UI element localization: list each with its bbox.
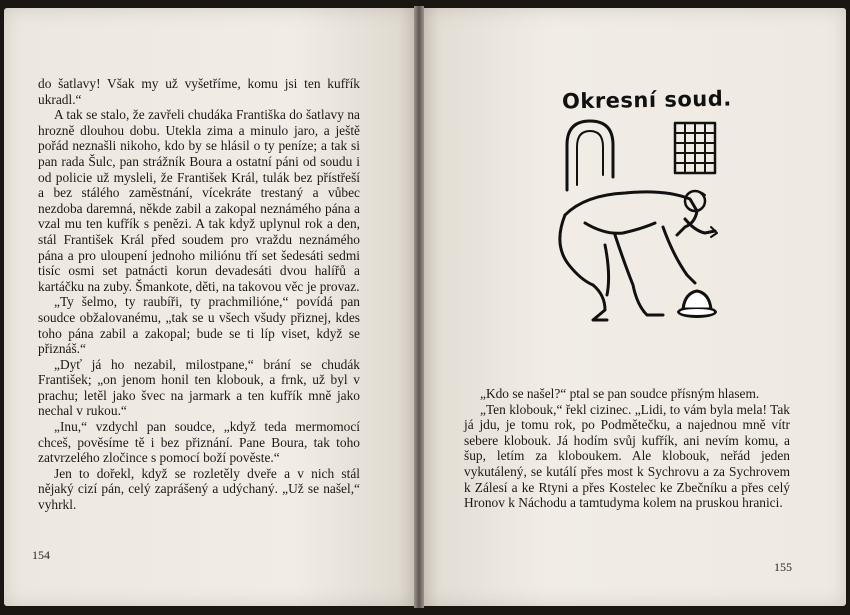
left-paragraph-4: „Dyť já ho nezabil, milostpane,“ brání se chudák František; „on jenom honil ten klobouk, a frnk, už byl v prachu; letěl jako švec na jarmark a ten kufřík mně jako nechal v rukou.“ (38, 356, 360, 419)
court-illustration (545, 115, 725, 330)
right-page-text (464, 386, 790, 511)
left-page-number: 154 (32, 548, 50, 562)
right-paragraph-2: „Ten klobouk,“ řekl cizinec. „Lidi, to vám byla mela! Tak já jdu, je tomu rok, po Podmětečku, a najednou mně vítr sebere klobouk. Já hodím svůj kufřík, ani nevím komu, a šup, letím za kloboukem. Ale klobouk, neřád jeden vykutálený, se kutálí přes most k Sychrovu a za Sychrovem k Zálesí a ke Rtyni a přes Kostelec ke Zbečníku a přes celý Hronov k Náchodu a tamtudyma kolem na pruskou hranici. (464, 401, 790, 511)
right-paragraph-1: „Kdo se našel?“ ptal se pan soudce přísným hlasem. (480, 386, 760, 401)
book-gutter (414, 6, 424, 608)
barred-window (675, 123, 715, 173)
hat-drawing (677, 291, 717, 318)
left-paragraph-6: Jen to dořekl, když se rozletěly dveře a v nich stál nějaký cizí pán, celý zaprášený a udýchaný. „Už se našel,“ vyhrkl. (38, 465, 360, 513)
court-drawing (545, 115, 725, 330)
left-paragraph-5: „Inu,“ vzdychl pan soudce, „když teda mermomocí chceš, pověsíme tě i bez přiznání. Pane Boura, tak toho zatvrzelého zločince s pomocí boží pověste.“ (38, 419, 360, 466)
left-paragraph-3: „Ty šelmo, ty raubíři, ty prachmilióne,“ povídá pan soudce obžalovanému, „tak se u všech všudy přiznej, kdes toho pána zabil a zakopal; bude se ti líp viset, když se přiznáš.“ (38, 294, 360, 357)
left-paragraph-2: A tak se stalo, že zavřeli chudáka Františka do šatlavy na hrozně dlouhou dobu. Utekla zima a minulo jaro, a ještě pořád neznašli nikoho, kdo by se hlásil o ty peníze; a tak si pan rada Šulc, pan strážník Boura a ostatní páni od soudu i od policie už mysleli, že František Král, tulák bez přístřeší a bez stálého zaměstnání, vícekráte trestaný a vůbec nezdoba daremná, někde zabil a zakopal neznámého pána a vzal mu ten kufřík s penězi. A tak když uplynul rok a den, stál František Král před soudem pro vraždu neznámého pána a pro uloupení jednoho miliónu tří set šedesáti sedmi tisíc osmi set patnácti korun devadesáti dvou halířů a kartáčku na zuby. Šmankote, děti, na takovou věc je provaz. (38, 107, 360, 294)
illustration-caption: Okresní soud. (561, 86, 732, 114)
left-paragraph-1: do šatlavy! Však my už vyšetříme, komu jsi ten kufřík ukradl.“ (38, 76, 360, 107)
left-page-text (38, 76, 360, 513)
right-page-number: 155 (774, 560, 792, 574)
man-figure (565, 192, 697, 235)
